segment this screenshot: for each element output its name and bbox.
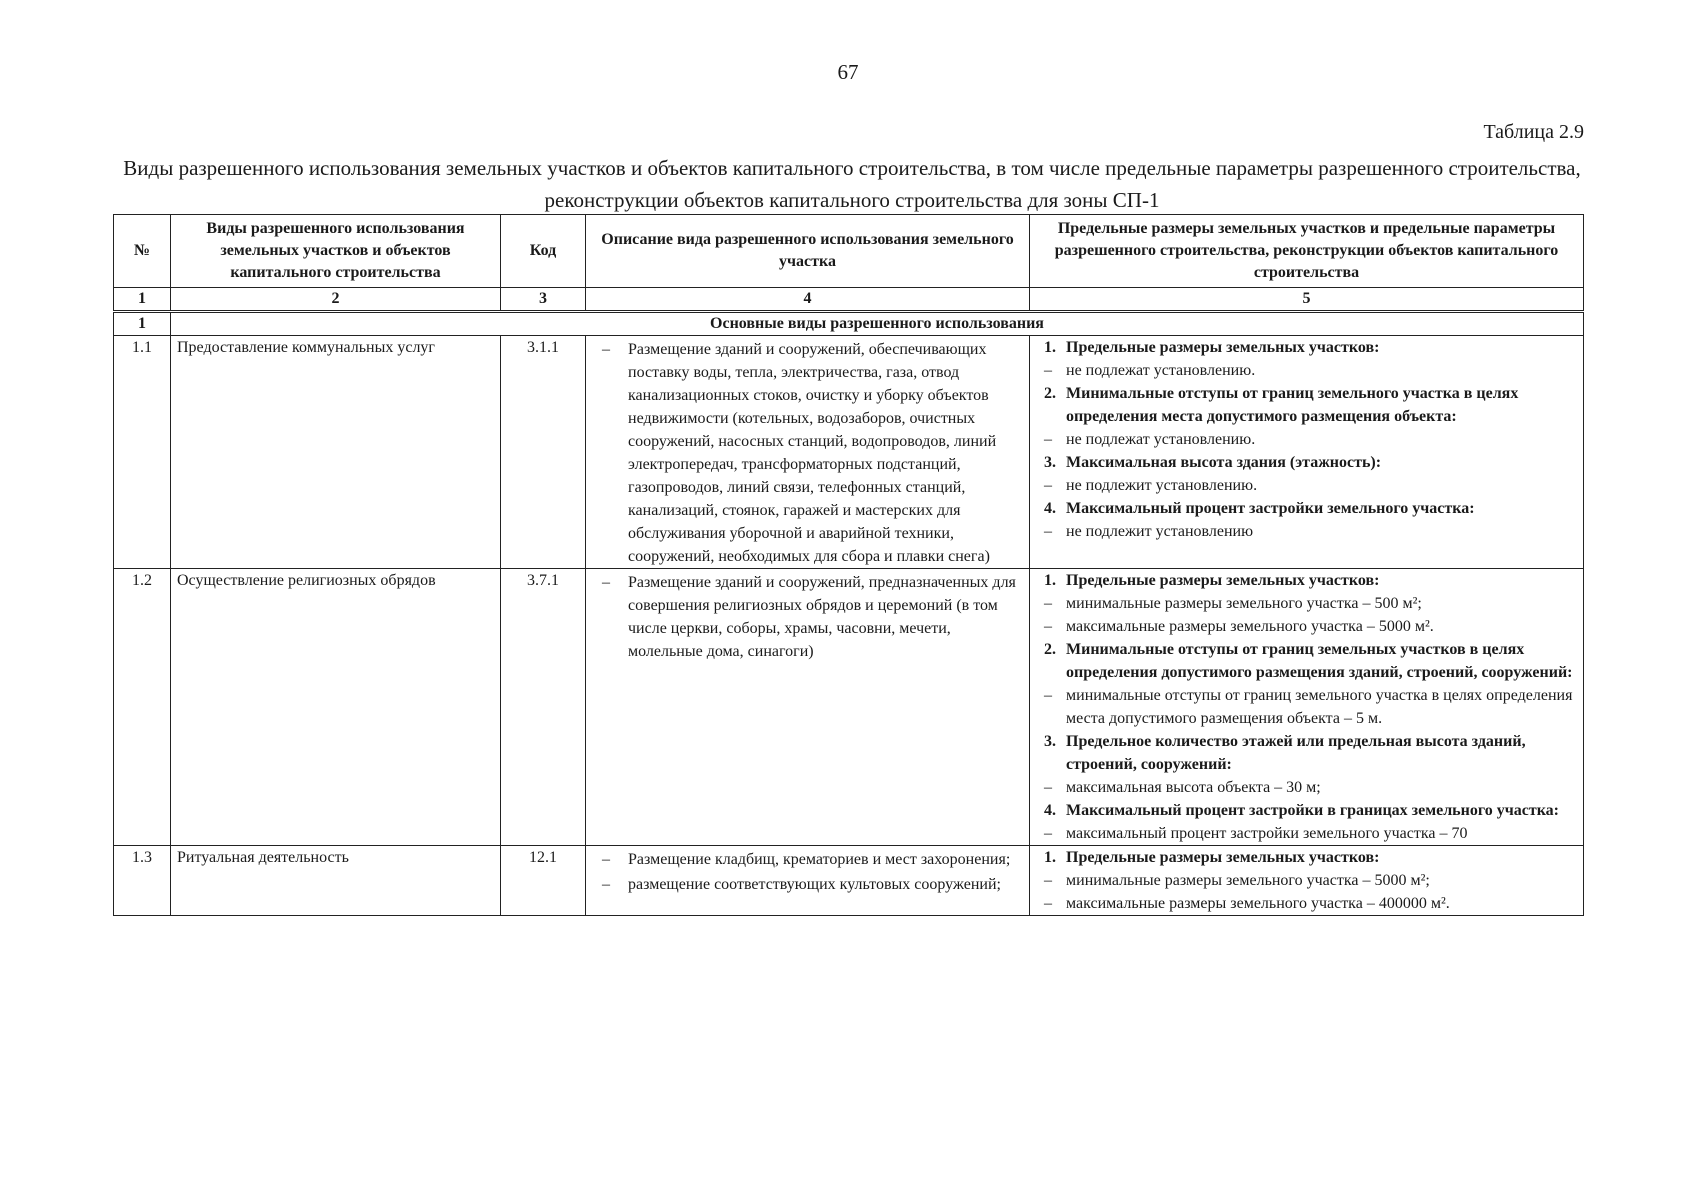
- parameter-number: 4.: [1044, 500, 1056, 517]
- use-code: 12.1: [501, 846, 586, 916]
- parameter-title: Предельное количество этажей или предельная высота зданий, строений, сооружений:: [1066, 733, 1526, 773]
- use-kind-name: Ритуальная деятельность: [171, 846, 501, 916]
- row-number: 1.2: [114, 569, 171, 846]
- parameter-value: [1036, 359, 1577, 382]
- parameter-title: Максимальный процент застройки в границах земельного участка:: [1066, 802, 1559, 819]
- column-number: 1: [114, 288, 171, 312]
- column-number: 4: [586, 288, 1030, 312]
- parameter-value: [1036, 474, 1577, 497]
- dash-bullet: –: [1044, 362, 1052, 379]
- parameter-heading: [1036, 569, 1577, 592]
- parameter-number: 3.: [1044, 733, 1056, 750]
- parameter-number: 1.: [1044, 849, 1056, 866]
- section-title: Основные виды разрешенного использования: [171, 312, 1584, 336]
- parameter-heading: [1036, 846, 1577, 869]
- parameter-title: Предельные размеры земельных участков:: [1066, 339, 1380, 356]
- parameter-value: [1036, 776, 1577, 799]
- dash-bullet: –: [1044, 825, 1052, 842]
- parameter-value-text: не подлежат установлению.: [1066, 431, 1256, 448]
- dash-bullet: –: [1044, 779, 1052, 796]
- parameter-value: [1036, 684, 1577, 730]
- zoning-table: [113, 214, 1584, 916]
- parameter-number: 1.: [1044, 339, 1056, 356]
- row-number: 1.3: [114, 846, 171, 916]
- table-row: [114, 846, 1584, 916]
- parameter-value: [1036, 869, 1577, 892]
- parameter-number: 4.: [1044, 802, 1056, 819]
- parameter-title: Минимальные отступы от границ земельных участков в целях определения допустимого размещения зданий, строений, сооружений:: [1066, 641, 1573, 681]
- parameter-value-text: максимальный процент застройки земельного участка – 70: [1066, 825, 1468, 842]
- use-code: 3.1.1: [501, 336, 586, 569]
- header-code: Код: [501, 215, 586, 288]
- parameter-number: 3.: [1044, 454, 1056, 471]
- description-text: размещение соответствующих культовых сооружений;: [628, 876, 1001, 893]
- parameter-value-text: не подлежат установлению.: [1066, 362, 1256, 379]
- use-parameters: [1030, 846, 1584, 916]
- parameter-number: 1.: [1044, 572, 1056, 589]
- table-label: Таблица 2.9: [1483, 121, 1584, 143]
- column-number: 2: [171, 288, 501, 312]
- header-kind: Виды разрешенного использования земельных участков и объектов капитального строительства: [171, 215, 501, 288]
- dash-bullet: –: [1044, 687, 1052, 704]
- parameter-heading: [1036, 336, 1577, 359]
- header-description: Описание вида разрешенного использования земельного участка: [586, 215, 1030, 288]
- parameter-heading: [1036, 382, 1577, 428]
- description-item: [592, 846, 1023, 871]
- parameter-title: Максимальная высота здания (этажность):: [1066, 454, 1382, 471]
- description-item: [592, 871, 1023, 896]
- dash-bullet: –: [602, 574, 610, 591]
- parameter-title: Максимальный процент застройки земельного участка:: [1066, 500, 1475, 517]
- parameter-heading: [1036, 799, 1577, 822]
- dash-bullet: –: [1044, 872, 1052, 889]
- parameter-value-text: максимальная высота объекта – 30 м;: [1066, 779, 1321, 796]
- parameter-value-text: максимальные размеры земельного участка – 5000 м².: [1066, 618, 1434, 635]
- parameter-value-text: не подлежит установлению.: [1066, 477, 1258, 494]
- header-num: №: [114, 215, 171, 288]
- dash-bullet: –: [1044, 618, 1052, 635]
- parameter-number: 2.: [1044, 641, 1056, 658]
- parameter-heading: [1036, 638, 1577, 684]
- parameter-title: Предельные размеры земельных участков:: [1066, 849, 1380, 866]
- dash-bullet: –: [602, 876, 610, 893]
- row-number: 1.1: [114, 336, 171, 569]
- use-code: 3.7.1: [501, 569, 586, 846]
- table-row: [114, 336, 1584, 569]
- description-text: Размещение зданий и сооружений, предназначенных для совершения религиозных обрядов и церемоний (в том числе церкви, соборы, храмы, часовни, мечети, молельные дома, синагоги): [628, 574, 1016, 660]
- use-kind-name: Предоставление коммунальных услуг: [171, 336, 501, 569]
- page-number: 67: [837, 60, 859, 84]
- parameter-title: Предельные размеры земельных участков:: [1066, 572, 1380, 589]
- description-item: [592, 336, 1023, 568]
- parameter-value: [1036, 520, 1577, 543]
- table-row: [114, 569, 1584, 846]
- section-row: [114, 312, 1584, 336]
- use-description: [586, 336, 1030, 569]
- table-title: Виды разрешенного использования земельных участков и объектов капитального строительства, в том числе предельные параметры разрешенного строительства, реконструкции объектов капитального строительства для зоны СП-1: [123, 156, 1581, 212]
- section-num: 1: [114, 312, 171, 336]
- use-description: [586, 569, 1030, 846]
- parameter-value-text: максимальные размеры земельного участка – 400000 м².: [1066, 895, 1450, 912]
- column-number: 5: [1030, 288, 1584, 312]
- parameter-value: [1036, 428, 1577, 451]
- parameter-value: [1036, 592, 1577, 615]
- parameter-heading: [1036, 497, 1577, 520]
- parameter-value: [1036, 615, 1577, 638]
- dash-bullet: –: [1044, 431, 1052, 448]
- dash-bullet: –: [1044, 523, 1052, 540]
- use-parameters: [1030, 336, 1584, 569]
- dash-bullet: –: [1044, 895, 1052, 912]
- description-text: Размещение зданий и сооружений, обеспечивающих поставку воды, тепла, электричества, газа, отвод канализационных стоков, очистку и уборку объектов недвижимости (котельных, водозаборов, очистных сооружений, насосных станций, водопроводов, линий электропередач, трансформаторных подстанций, газопроводов, линий связи, телефонных станций, канализаций, стоянок, гаражей и мастерских для обслуживания уборочной и аварийной техники, сооружений, необходимых для сбора и плавки снега): [628, 341, 997, 565]
- parameter-value-text: минимальные размеры земельного участка – 5000 м²;: [1066, 872, 1430, 889]
- parameter-number: 2.: [1044, 385, 1056, 402]
- column-number: 3: [501, 288, 586, 312]
- parameter-value-text: не подлежит установлению: [1066, 523, 1254, 540]
- header-params: Предельные размеры земельных участков и предельные параметры разрешенного строительства, реконструкции объектов капитального строительства: [1030, 215, 1584, 288]
- description-item: [592, 569, 1023, 663]
- parameter-value: [1036, 892, 1577, 915]
- use-kind-name: Осуществление религиозных обрядов: [171, 569, 501, 846]
- parameter-value-text: минимальные размеры земельного участка – 500 м²;: [1066, 595, 1422, 612]
- use-parameters: [1030, 569, 1584, 846]
- parameter-heading: [1036, 730, 1577, 776]
- dash-bullet: –: [1044, 477, 1052, 494]
- parameter-value: [1036, 822, 1577, 845]
- dash-bullet: –: [602, 851, 610, 868]
- description-text: Размещение кладбищ, крематориев и мест захоронения;: [628, 851, 1011, 868]
- dash-bullet: –: [602, 341, 610, 358]
- parameter-title: Минимальные отступы от границ земельного участка в целях определения места допустимого размещения объекта:: [1066, 385, 1519, 425]
- parameter-heading: [1036, 451, 1577, 474]
- column-numbers-row: [114, 288, 1584, 312]
- parameter-value-text: минимальные отступы от границ земельного участка в целях определения места допустимого размещения объекта – 5 м.: [1066, 687, 1573, 727]
- use-description: [586, 846, 1030, 916]
- dash-bullet: –: [1044, 595, 1052, 612]
